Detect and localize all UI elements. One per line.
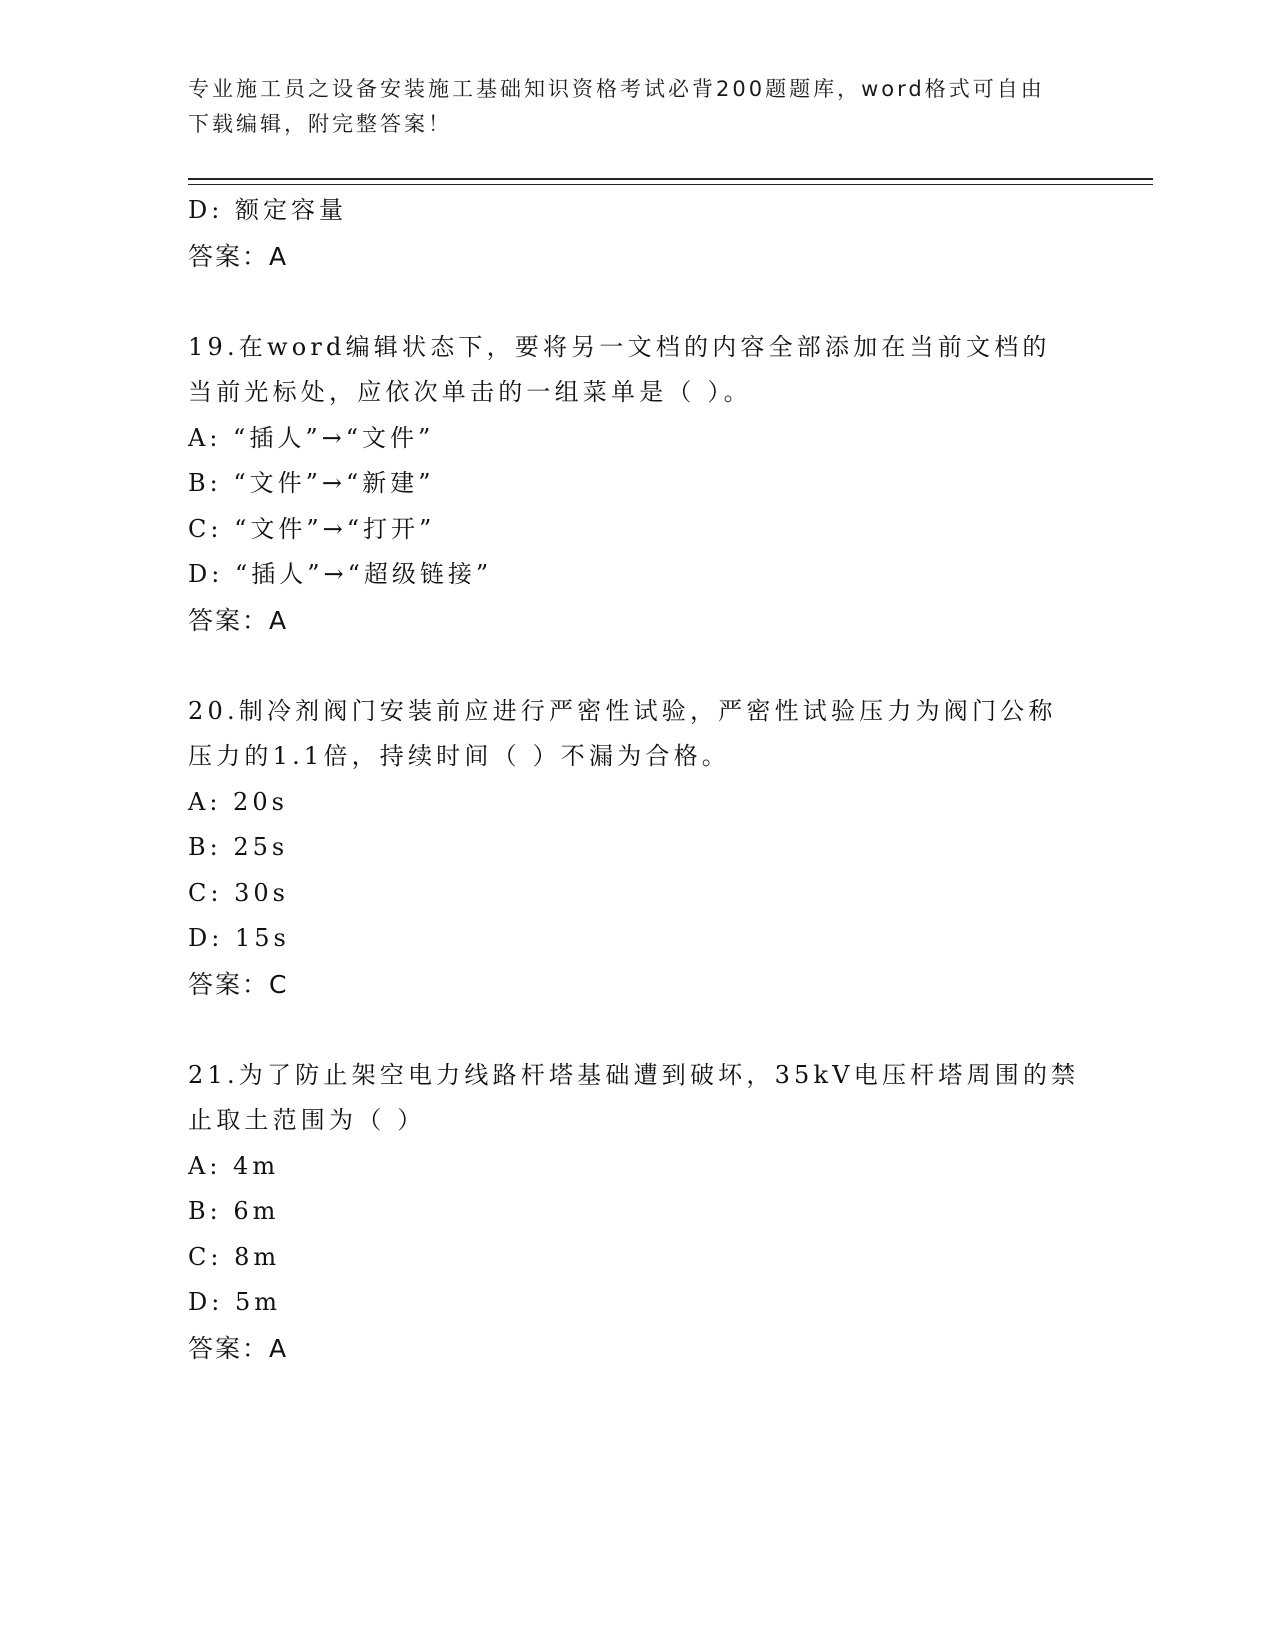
option-c: C: 30s [188,878,289,907]
question-stem-line-2: 压力的1.1倍，持续时间（ ）不漏为合格。 [188,742,730,770]
header-divider-thin [188,184,1153,185]
question-stem-line-2: 当前光标处，应依次单击的一组菜单是（ ）。 [188,378,752,406]
header-divider-thick [188,178,1153,180]
option-d: D: 15s [188,924,290,952]
spacer [188,643,1088,689]
option-a: A: 20s [188,787,288,816]
page-header [188,72,1088,142]
header-title-line-1: 专业施工员之设备安装施工基础知识资格考试必背200题题库，word格式可自由 [188,77,1045,101]
question-stem-line-2: 止取土范围为（ ） [188,1106,426,1134]
option-d: D: “插人”→“超级链接” [188,560,493,588]
option-b: B: 6m [188,1197,280,1225]
answer-label: 答案：A [188,605,289,635]
option-d: D: 5m [188,1288,281,1316]
answer-label: 答案：C [188,969,289,999]
question-20 [188,689,1088,1008]
spacer [188,279,1088,325]
question-stem-line-1: 20.制冷剂阀门安装前应进行严密性试验，严密性试验压力为阀门公称 [188,696,1057,725]
option-d: D: 额定容量 [188,196,347,224]
spacer [188,1007,1088,1053]
option-b: B: “文件”→“新建” [188,469,435,497]
question-content [188,188,1088,1371]
option-c: C: 8m [188,1242,281,1271]
question-19 [188,325,1088,644]
option-c: C: “文件”→“打开” [188,514,436,543]
answer-label: 答案：A [188,241,289,271]
header-title-line-2: 下载编辑，附完整答案！ [188,112,452,136]
option-a: A: 4m [188,1151,280,1180]
answer-label: 答案：A [188,1333,289,1363]
option-b: B: 25s [188,833,289,861]
partial-question-18 [188,188,1088,279]
question-stem-line-1: 19.在word编辑状态下，要将另一文档的内容全部添加在当前文档的 [188,332,1051,361]
option-a: A: “插人”→“文件” [188,423,435,452]
question-stem-line-1: 21.为了防止架空电力线路杆塔基础遭到破坏，35kV电压杆塔周围的禁 [188,1060,1080,1089]
question-21 [188,1053,1088,1372]
